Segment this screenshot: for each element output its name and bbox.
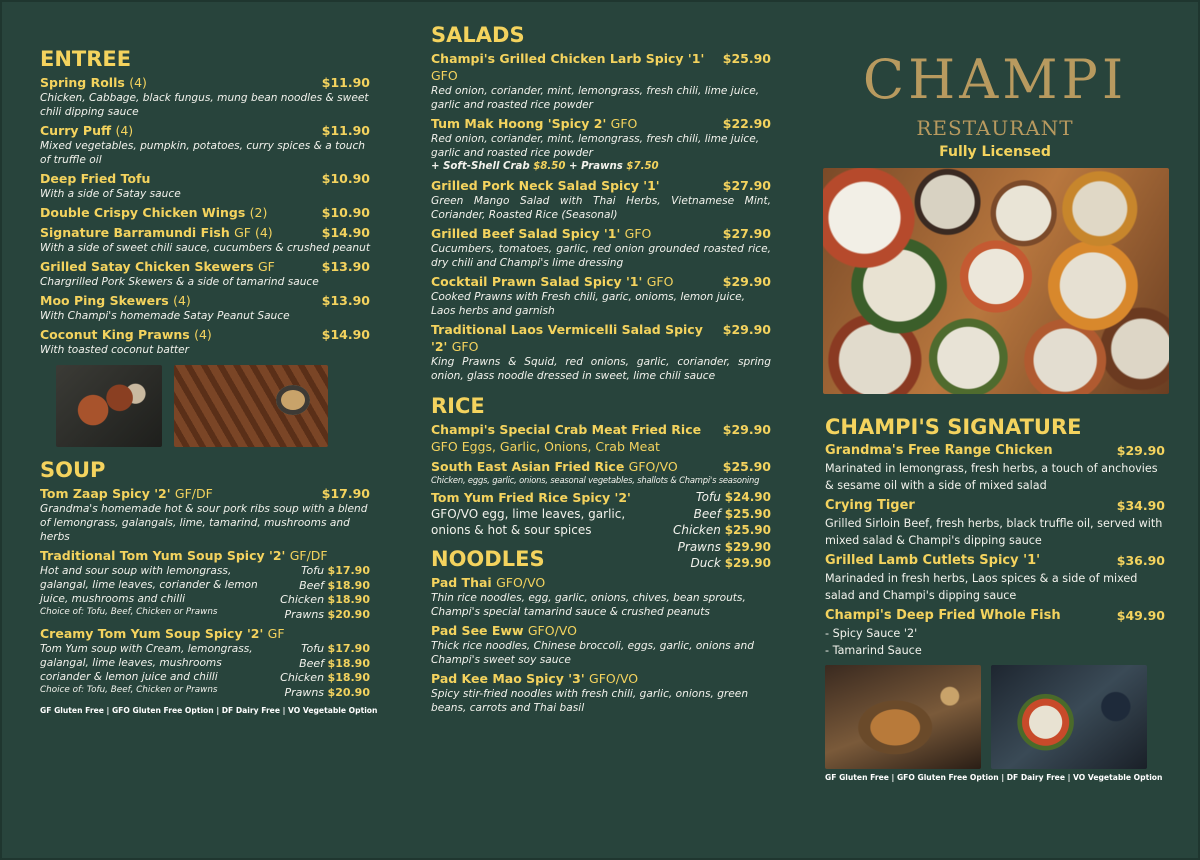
menu-item: South East Asian Fried Rice GFO/VO $25.90 Chicken, eggs, garlic, onions, seasonal vegetables, shallots & Champi's seasoning xyxy=(431,459,771,485)
dishes-photo xyxy=(823,168,1169,394)
satay-skewers-photo xyxy=(174,365,328,447)
logo-wordmark: CHAMPI xyxy=(862,48,1128,111)
menu-item: Creamy Tom Yum Soup Spicy '2' GF Tom Yum soup with Cream, lemongrass, galangal, lime leaves, mushrooms coriander & lemon juice and chilli Choice of: Tofu, Beef, Chicken or Prawns Tofu $17.90 Beef $18.90 Chicken $18.90 Prawns $20.90 xyxy=(40,626,370,699)
menu-item: Pad See Eww GFO/VO Thick rice noodles, Chinese broccoli, eggs, garlic, onions and Champi's sweet soy sauce xyxy=(431,623,754,666)
menu-item: Traditional Tom Yum Soup Spicy '2' GF/DF Hot and sour soup with lemongrass, galangal, lime leaves, coriander & lemon juice, mushrooms and chilli Choice of: Tofu, Beef, Chicken or Prawns Tofu $17.90 Beef $18.90 Chicken $18.90 Prawns $20.90 xyxy=(40,548,370,621)
menu-item: Tom Yum Fried Rice Spicy '2' GFO/VO egg, lime leaves, garlic, onions & hot & sour spices NOODLES Tofu $24.90 Beef $25.90 Chicken $25.90 Prawns $29.90 Duck $29.90 xyxy=(431,489,771,574)
price-variants: Tofu $24.90 Beef $25.90 Chicken $25.90 Prawns $29.90 Duck $29.90 xyxy=(673,490,771,570)
noodles-title: NOODLES xyxy=(431,547,545,571)
entree-photos xyxy=(56,365,370,447)
restaurant-logo xyxy=(825,22,1165,160)
menu-item: Signature Barramundi Fish GF (4) $14.90 With a side of sweet chili sauce, cucumbers & crushed peanut xyxy=(40,225,371,254)
menu-item: Grilled Satay Chicken Skewers GF $13.90 Chargrilled Pork Skewers & a side of tamarind sauce xyxy=(40,259,370,288)
signature-photos xyxy=(825,665,1165,769)
menu-item: Cocktail Prawn Salad Spicy '1' GFO $29.90 Cooked Prawns with Fresh chili, garic, onioms, lemon juice, Laos herbs and garnish xyxy=(431,274,771,317)
menu-item: Grandma's Free Range Chicken $29.90 Marinated in lemongrass, fresh herbs, a touch of anchovies & sesame oil with a side of mixed salad xyxy=(825,443,1165,492)
price-variants: Tofu $17.90 Beef $18.90 Chicken $18.90 Prawns $20.90 xyxy=(280,564,370,621)
dietary-legend: GF Gluten Free | GFO Gluten Free Option | DF Dairy Free | VO Vegetable Option xyxy=(40,706,378,715)
menu-item: Grilled Beef Salad Spicy '1' GFO $27.90 Cucumbers, tomatoes, garlic, red onion grounded roasted rice, dry chili and Champi's lime dressing xyxy=(431,226,771,269)
fish-cakes-photo xyxy=(56,365,162,447)
salads-title: SALADS xyxy=(431,23,525,47)
grilled-dish-photo xyxy=(825,665,981,769)
left-column xyxy=(40,46,378,715)
menu-item: Pad Kee Mao Spicy '3' GFO/VO Spicy stir-fried noodles with fresh chili, garlic, onions, green beans, carrots and Thai basil xyxy=(431,671,749,714)
menu-item: Champi's Grilled Chicken Larb Spicy '1' GFO $25.90 Red onion, coriander, mint, lemongrass, fresh chili, lime juice, garlic and roasted rice powder xyxy=(431,51,771,111)
signature-title: CHAMPI'S SIGNATURE xyxy=(825,415,1082,439)
menu-item: Champi's Special Crab Meat Fried Rice GFO Eggs, Garlic, Onions, Crab Meat $29.90 xyxy=(431,422,771,454)
menu-item: Tum Mak Hoong 'Spicy 2' GFO $22.90 Red onion, coriander, mint, lemongrass, fresh chili, lime juice, garlic and roasted rice powder + Soft-Shell Crab $8.50 + Prawns $7.50 xyxy=(431,116,771,172)
menu-item: Curry Puff (4) $11.90 Mixed vegetables, pumpkin, potatoes, curry spices & a touch of truffle oil xyxy=(40,123,370,166)
salad-bowl-photo xyxy=(991,665,1147,769)
right-column xyxy=(825,22,1165,782)
salad-extras: + Soft-Shell Crab $8.50 + Prawns $7.50 xyxy=(431,161,659,172)
price-variants: Tofu $17.90 Beef $18.90 Chicken $18.90 Prawns $20.90 xyxy=(280,642,370,699)
menu-item: Double Crispy Chicken Wings (2) $10.90 xyxy=(40,205,370,220)
middle-column xyxy=(431,22,771,718)
menu-item: Pad Thai GFO/VO Thin rice noodles, egg, garlic, onions, chives, bean sprouts, Champi's special tamarind sauce & crushed peanuts xyxy=(431,575,746,618)
licensed-note: Fully Licensed xyxy=(939,144,1051,160)
menu-item: Champi's Deep Fried Whole Fish $49.90 - Spicy Sauce '2' - Tamarind Sauce xyxy=(825,608,1165,657)
menu-item: Grilled Pork Neck Salad Spicy '1' $27.90 Green Mango Salad with Thai Herbs, Vietnamese Mint, Coriander, Roasted Rice (Seasonal) xyxy=(431,178,771,221)
menu-item: Traditional Laos Vermicelli Salad Spicy '2' GFO $29.90 King Prawns & Squid, red onions, garlic, coriander, spring onion, glass noodle dressed in sweet, lime chili sauce xyxy=(431,322,771,382)
dietary-legend: GF Gluten Free | GFO Gluten Free Option | DF Dairy Free | VO Vegetable Option xyxy=(825,773,1163,782)
menu-item: Crying Tiger $34.90 Grilled Sirloin Beef, fresh herbs, black truffle oil, served with mixed salad & Champi's dipping sauce xyxy=(825,498,1165,547)
entree-title: ENTREE xyxy=(40,47,132,71)
menu-item: Spring Rolls (4) $11.90 Chicken, Cabbage, black fungus, mung bean noodles & sweet chili dipping sauce xyxy=(40,75,370,118)
menu-item: Deep Fried Tofu $10.90 With a side of Satay sauce xyxy=(40,171,370,200)
logo-subtitle: RESTAURANT xyxy=(916,116,1074,140)
rice-title: RICE xyxy=(431,394,485,418)
menu-item: Moo Ping Skewers (4) $13.90 With Champi's homemade Satay Peanut Sauce xyxy=(40,293,370,322)
menu-item: Grilled Lamb Cutlets Spicy '1' $36.90 Marinaded in fresh herbs, Laos spices & a side of mixed salad and Champi's dipping sauce xyxy=(825,553,1165,602)
menu-item: Coconut King Prawns (4) $14.90 With toasted coconut batter xyxy=(40,327,370,356)
soup-title: SOUP xyxy=(40,458,106,482)
menu-item: Tom Zaap Spicy '2' GF/DF $17.90 Grandma's homemade hot & sour pork ribs soup with a blend of lemongrass, galangals, lime, tamarind, mushrooms and herbs xyxy=(40,486,370,543)
